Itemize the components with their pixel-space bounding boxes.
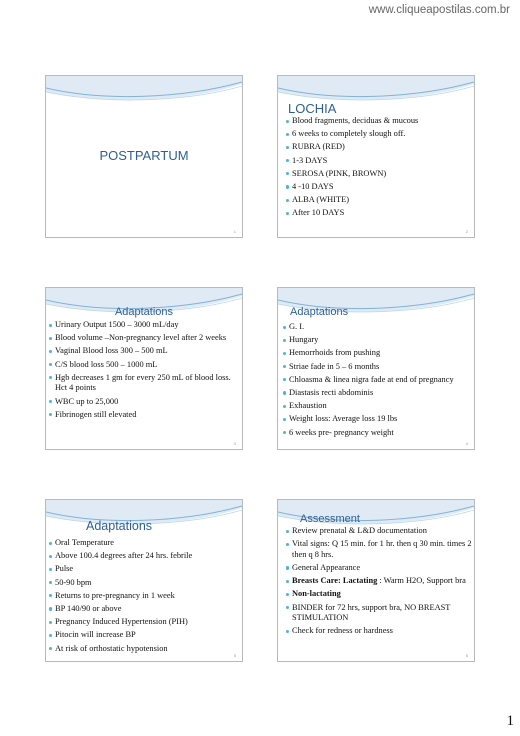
list-item: Vital signs: Q 15 min. for 1 hr. then q 30 min. times 2 then q 8 hrs. (286, 539, 472, 560)
list-item: Breasts Care: Lactating : Warm H2O, Support bra (286, 576, 472, 587)
bullet-list (49, 538, 239, 657)
slide-title: Assessment (300, 513, 360, 525)
bullet-icon (286, 212, 289, 215)
bullet-icon (283, 378, 286, 381)
list-item: Fibrinogen still elevated (49, 410, 239, 421)
bullet-icon (283, 365, 286, 368)
slide-title: Adaptations (290, 306, 349, 318)
bullet-icon (283, 431, 286, 434)
list-item: C/S blood loss 500 – 1000 mL (49, 360, 239, 371)
bullet-icon (286, 530, 289, 533)
bullet-icon (49, 324, 52, 327)
bullet-icon (283, 352, 286, 355)
bullet-list (283, 322, 473, 441)
list-item: 4 -10 DAYS (286, 182, 471, 193)
list-item: RUBRA (RED) (286, 142, 471, 153)
slide-5 (45, 499, 243, 662)
bullet-icon (49, 337, 52, 340)
bullet-icon (286, 630, 289, 633)
bullet-list (286, 116, 471, 222)
list-item: 1-3 DAYS (286, 156, 471, 167)
bullet-icon (49, 594, 52, 597)
bullet-icon (286, 566, 289, 569)
bullet-icon (49, 376, 52, 379)
slide-6 (277, 499, 475, 662)
list-item: Check for redness or hardness (286, 626, 472, 637)
bullet-icon (286, 159, 289, 162)
list-item: General Appearance (286, 563, 472, 574)
bullet-icon (283, 418, 286, 421)
list-item: Vaginal Blood loss 300 – 500 mL (49, 346, 239, 357)
bullet-icon (49, 400, 52, 403)
list-item: Urinary Output 1500 – 3000 mL/day (49, 320, 239, 331)
list-item: Oral Temperature (49, 538, 239, 549)
bullet-icon (283, 326, 286, 329)
bullet-icon (49, 581, 52, 584)
bullet-list (49, 320, 239, 423)
list-item: WBC up to 25,000 (49, 397, 239, 408)
bullet-icon (49, 350, 52, 353)
slide-title: Adaptations (86, 519, 153, 533)
slide-1 (45, 75, 243, 238)
list-item: Pregnancy Induced Hypertension (PIH) (49, 617, 239, 628)
list-item: BP 140/90 or above (49, 604, 239, 615)
list-item: Non-lactating (286, 589, 472, 600)
bullet-icon (286, 146, 289, 149)
slide-4 (277, 287, 475, 450)
slide-number: 3 (233, 441, 236, 446)
list-item: Hgb decreases 1 gm for every 250 mL of blood loss. Hct 4 points (49, 373, 239, 394)
list-item: SEROSA (PINK, BROWN) (286, 169, 471, 180)
list-item: After 10 DAYS (286, 208, 471, 219)
slide-header-swoosh (46, 76, 242, 110)
bullet-icon (49, 621, 52, 624)
list-item: At risk of orthostatic hypotension (49, 644, 239, 655)
bullet-list (286, 526, 472, 640)
slide-number: 1 (233, 229, 236, 234)
bullet-icon (286, 580, 289, 583)
bullet-icon (49, 555, 52, 558)
bullet-icon (49, 647, 52, 650)
slide-number: 5 (233, 653, 236, 658)
list-item: Blood fragments, deciduas & mucous (286, 116, 471, 127)
slide-3 (45, 287, 243, 450)
bullet-icon (49, 413, 52, 416)
list-item: Hemorrhoids from pushing (283, 348, 473, 359)
list-item: Review prenatal & L&D documentation (286, 526, 472, 537)
list-item: 6 weeks to completely slough off. (286, 129, 471, 140)
bullet-icon (49, 542, 52, 545)
bullet-icon (286, 185, 289, 188)
list-item: Chloasma & linea nigra fade at end of pregnancy (283, 375, 473, 386)
slide-title: POSTPARTUM (99, 148, 189, 163)
bullet-icon (49, 363, 52, 366)
slide-number: 4 (465, 441, 468, 446)
slide-title: LOCHIA (288, 101, 337, 116)
bullet-icon (286, 172, 289, 175)
list-item: G. I. (283, 322, 473, 333)
bullet-icon (283, 339, 286, 342)
bullet-icon (49, 607, 52, 610)
list-item: Returns to pre-pregnancy in 1 week (49, 591, 239, 602)
slide-number: 2 (465, 229, 468, 234)
page-number: 1 (506, 713, 514, 729)
list-item: Striae fade in 5 – 6 months (283, 362, 473, 373)
bullet-icon (286, 606, 289, 609)
bullet-icon (286, 133, 289, 136)
bullet-icon (286, 120, 289, 123)
list-item: Pitocin will increase BP (49, 630, 239, 641)
list-item: Pulse (49, 564, 239, 575)
bullet-icon (49, 568, 52, 571)
list-item: Weight loss: Average loss 19 lbs (283, 414, 473, 425)
list-item: Hungary (283, 335, 473, 346)
list-item: 50-90 bpm (49, 578, 239, 589)
list-item: Blood volume –Non-pregnancy level after 2 weeks (49, 333, 239, 344)
watermark-url: www.cliqueapostilas.com.br (368, 4, 510, 16)
bullet-icon (286, 543, 289, 546)
list-item: Exhaustion (283, 401, 473, 412)
slide-title: Adaptations (114, 306, 174, 318)
list-item: 6 weeks pre- pregnancy weight (283, 428, 473, 439)
list-item: Diastasis recti abdominis (283, 388, 473, 399)
bullet-icon (49, 634, 52, 637)
slide-number: 6 (465, 653, 468, 658)
bullet-icon (283, 405, 286, 408)
slide-2 (277, 75, 475, 238)
bullet-icon (286, 199, 289, 202)
list-item: BINDER for 72 hrs, support bra, NO BREAST STIMULATION (286, 603, 472, 624)
list-item: ALBA (WHITE) (286, 195, 471, 206)
list-item: Above 100.4 degrees after 24 hrs. febrile (49, 551, 239, 562)
bullet-icon (283, 391, 286, 394)
bullet-icon (286, 593, 289, 596)
